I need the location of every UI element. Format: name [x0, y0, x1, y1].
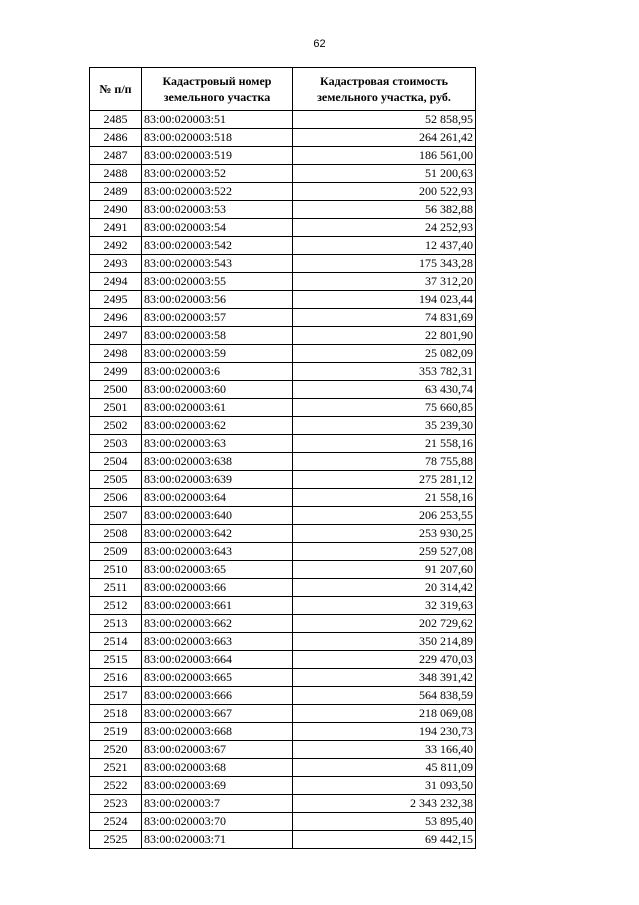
cadastral-number: 83:00:020003:642 [142, 525, 293, 543]
table-row [90, 777, 476, 795]
cadastral-number: 83:00:020003:52 [142, 165, 293, 183]
cadastral-number: 83:00:020003:661 [142, 597, 293, 615]
row-number: 2491 [90, 219, 142, 237]
row-number: 2500 [90, 381, 142, 399]
row-number: 2505 [90, 471, 142, 489]
header-cadastral-value: Кадастровая стоимость земельного участка, руб. [293, 68, 476, 111]
table-row [90, 759, 476, 777]
table-row [90, 147, 476, 165]
cadastral-number: 83:00:020003:70 [142, 813, 293, 831]
cadastral-value: 74 831,69 [293, 309, 476, 327]
row-number: 2485 [90, 111, 142, 129]
row-number: 2515 [90, 651, 142, 669]
table-row [90, 201, 476, 219]
row-number: 2499 [90, 363, 142, 381]
table-row [90, 723, 476, 741]
cadastral-value: 37 312,20 [293, 273, 476, 291]
cadastral-value: 186 561,00 [293, 147, 476, 165]
table-row [90, 309, 476, 327]
row-number: 2496 [90, 309, 142, 327]
cadastral-value: 24 252,93 [293, 219, 476, 237]
cadastral-number: 83:00:020003:53 [142, 201, 293, 219]
cadastral-value: 259 527,08 [293, 543, 476, 561]
cadastral-number: 83:00:020003:54 [142, 219, 293, 237]
table-row [90, 327, 476, 345]
cadastral-number: 83:00:020003:68 [142, 759, 293, 777]
cadastral-value: 35 239,30 [293, 417, 476, 435]
table-row [90, 705, 476, 723]
cadastral-value: 21 558,16 [293, 489, 476, 507]
cadastral-value: 350 214,89 [293, 633, 476, 651]
cadastral-number: 83:00:020003:58 [142, 327, 293, 345]
row-number: 2520 [90, 741, 142, 759]
table-row [90, 615, 476, 633]
cadastral-value: 56 382,88 [293, 201, 476, 219]
table-row [90, 543, 476, 561]
table-row [90, 237, 476, 255]
cadastral-value: 175 343,28 [293, 255, 476, 273]
cadastral-value: 353 782,31 [293, 363, 476, 381]
row-number: 2514 [90, 633, 142, 651]
header-row [90, 68, 476, 111]
cadastral-number: 83:00:020003:639 [142, 471, 293, 489]
page-number: 62 [313, 38, 326, 50]
table-row [90, 453, 476, 471]
table-row [90, 579, 476, 597]
cadastral-number: 83:00:020003:643 [142, 543, 293, 561]
row-number: 2492 [90, 237, 142, 255]
cadastral-value: 194 230,73 [293, 723, 476, 741]
row-number: 2509 [90, 543, 142, 561]
row-number: 2501 [90, 399, 142, 417]
table-row [90, 813, 476, 831]
row-number: 2498 [90, 345, 142, 363]
table-row [90, 561, 476, 579]
cadastral-value: 78 755,88 [293, 453, 476, 471]
cadastral-number: 83:00:020003:664 [142, 651, 293, 669]
table-header [90, 68, 476, 111]
row-number: 2524 [90, 813, 142, 831]
table-row [90, 399, 476, 417]
row-number: 2503 [90, 435, 142, 453]
table-row [90, 111, 476, 129]
cadastral-number: 83:00:020003:56 [142, 291, 293, 309]
cadastral-value: 69 442,15 [293, 831, 476, 849]
table-row [90, 165, 476, 183]
row-number: 2517 [90, 687, 142, 705]
cadastral-value: 91 207,60 [293, 561, 476, 579]
table-row [90, 741, 476, 759]
cadastral-value: 348 391,42 [293, 669, 476, 687]
cadastral-value: 218 069,08 [293, 705, 476, 723]
cadastral-value: 229 470,03 [293, 651, 476, 669]
cadastral-value: 2 343 232,38 [293, 795, 476, 813]
cadastral-value: 194 023,44 [293, 291, 476, 309]
table-row [90, 795, 476, 813]
cadastral-value: 564 838,59 [293, 687, 476, 705]
header-num: № п/п [90, 68, 142, 111]
header-cadastral-number: Кадастровый номер земельного участка [142, 68, 293, 111]
cadastral-number: 83:00:020003:63 [142, 435, 293, 453]
cadastral-value: 12 437,40 [293, 237, 476, 255]
cadastral-value: 63 430,74 [293, 381, 476, 399]
table-row [90, 363, 476, 381]
cadastral-value: 31 093,50 [293, 777, 476, 795]
table-row [90, 471, 476, 489]
cadastral-value: 75 660,85 [293, 399, 476, 417]
table-row [90, 129, 476, 147]
row-number: 2489 [90, 183, 142, 201]
cadastral-value: 52 858,95 [293, 111, 476, 129]
cadastral-number: 83:00:020003:66 [142, 579, 293, 597]
table-row [90, 687, 476, 705]
cadastral-number: 83:00:020003:7 [142, 795, 293, 813]
table-row [90, 273, 476, 291]
cadastral-value: 275 281,12 [293, 471, 476, 489]
cadastral-number: 83:00:020003:65 [142, 561, 293, 579]
row-number: 2508 [90, 525, 142, 543]
table-row [90, 831, 476, 849]
row-number: 2490 [90, 201, 142, 219]
cadastral-number: 83:00:020003:638 [142, 453, 293, 471]
table-row [90, 669, 476, 687]
cadastral-number: 83:00:020003:543 [142, 255, 293, 273]
row-number: 2497 [90, 327, 142, 345]
table-row [90, 219, 476, 237]
cadastral-number: 83:00:020003:61 [142, 399, 293, 417]
row-number: 2510 [90, 561, 142, 579]
table-row [90, 633, 476, 651]
cadastral-value: 25 082,09 [293, 345, 476, 363]
table-row [90, 183, 476, 201]
row-number: 2502 [90, 417, 142, 435]
cadastral-value: 22 801,90 [293, 327, 476, 345]
table-row [90, 291, 476, 309]
cadastral-number: 83:00:020003:668 [142, 723, 293, 741]
row-number: 2518 [90, 705, 142, 723]
table-row [90, 381, 476, 399]
cadastral-value: 20 314,42 [293, 579, 476, 597]
table-row [90, 255, 476, 273]
row-number: 2506 [90, 489, 142, 507]
row-number: 2525 [90, 831, 142, 849]
cadastral-value: 200 522,93 [293, 183, 476, 201]
cadastral-number: 83:00:020003:57 [142, 309, 293, 327]
table-row [90, 417, 476, 435]
row-number: 2493 [90, 255, 142, 273]
row-number: 2521 [90, 759, 142, 777]
cadastral-value: 202 729,62 [293, 615, 476, 633]
cadastral-value: 45 811,09 [293, 759, 476, 777]
cadastral-value: 206 253,55 [293, 507, 476, 525]
cadastral-number: 83:00:020003:666 [142, 687, 293, 705]
cadastral-number: 83:00:020003:519 [142, 147, 293, 165]
row-number: 2494 [90, 273, 142, 291]
cadastral-number: 83:00:020003:62 [142, 417, 293, 435]
cadastral-number: 83:00:020003:55 [142, 273, 293, 291]
cadastral-number: 83:00:020003:69 [142, 777, 293, 795]
row-number: 2495 [90, 291, 142, 309]
cadastral-number: 83:00:020003:71 [142, 831, 293, 849]
table-row [90, 507, 476, 525]
row-number: 2513 [90, 615, 142, 633]
cadastral-value: 51 200,63 [293, 165, 476, 183]
cadastral-number: 83:00:020003:665 [142, 669, 293, 687]
cadastral-value: 21 558,16 [293, 435, 476, 453]
row-number: 2512 [90, 597, 142, 615]
cadastral-value: 53 895,40 [293, 813, 476, 831]
row-number: 2511 [90, 579, 142, 597]
cadastral-value: 32 319,63 [293, 597, 476, 615]
cadastral-number: 83:00:020003:64 [142, 489, 293, 507]
row-number: 2488 [90, 165, 142, 183]
cadastral-number: 83:00:020003:51 [142, 111, 293, 129]
cadastral-number: 83:00:020003:667 [142, 705, 293, 723]
cadastral-value: 33 166,40 [293, 741, 476, 759]
row-number: 2516 [90, 669, 142, 687]
table-row [90, 525, 476, 543]
cadastral-number: 83:00:020003:518 [142, 129, 293, 147]
cadastral-number: 83:00:020003:663 [142, 633, 293, 651]
cadastral-number: 83:00:020003:67 [142, 741, 293, 759]
row-number: 2486 [90, 129, 142, 147]
cadastral-number: 83:00:020003:542 [142, 237, 293, 255]
row-number: 2504 [90, 453, 142, 471]
cadastral-number: 83:00:020003:60 [142, 381, 293, 399]
table-body [90, 111, 476, 849]
cadastral-number: 83:00:020003:522 [142, 183, 293, 201]
row-number: 2487 [90, 147, 142, 165]
table-row [90, 435, 476, 453]
table-row [90, 651, 476, 669]
cadastral-value: 264 261,42 [293, 129, 476, 147]
cadastral-number: 83:00:020003:59 [142, 345, 293, 363]
row-number: 2519 [90, 723, 142, 741]
table-row [90, 597, 476, 615]
cadastral-number: 83:00:020003:6 [142, 363, 293, 381]
cadastral-value-table [89, 67, 476, 849]
cadastral-number: 83:00:020003:662 [142, 615, 293, 633]
table-row [90, 345, 476, 363]
row-number: 2523 [90, 795, 142, 813]
cadastral-value: 253 930,25 [293, 525, 476, 543]
table-row [90, 489, 476, 507]
cadastral-number: 83:00:020003:640 [142, 507, 293, 525]
row-number: 2522 [90, 777, 142, 795]
row-number: 2507 [90, 507, 142, 525]
